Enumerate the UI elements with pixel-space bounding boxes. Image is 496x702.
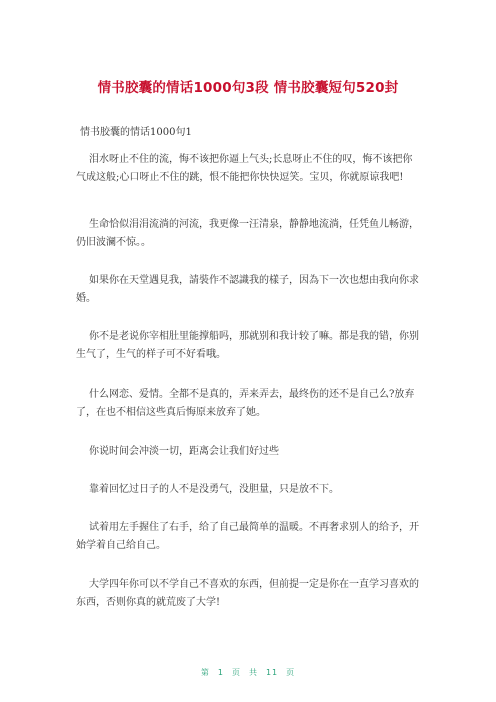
paragraph: 生命恰似涓涓流淌的河流，我更像一汪清泉，静静地流淌，任凭鱼儿畅游，仍旧波澜不惊。。 [76,219,419,248]
paragraph: 大学四年你可以不学自己不喜欢的东西，但前提一定是你在一直学习喜欢的东西，否则你真的就荒废了大学! [76,579,419,608]
total-label: 共 [248,668,258,677]
paragraph: 泪水呀止不住的流，悔不该把你逼上气头;长息呀止不住的叹，悔不该把你气成这般;心口呀止不住的跳，恨不能把你快快逗笑。宝贝，你就原谅我吧! [76,154,413,183]
paragraph: 靠着回忆过日子的人不是没勇气，没胆量，只是放不下。 [89,484,339,495]
page-unit: 页 [231,668,241,677]
total-unit: 页 [286,668,296,677]
page-footer [0,667,496,678]
paragraph: 你不是老说你宰相肚里能撑船吗，那就别和我计较了嘛。都是我的错，你别生气了，生气的样子可不好看哦。 [76,331,419,360]
paragraph: 试着用左手握住了右手，给了自己最简单的温暖。不再奢求别人的给予，开始学着自己给自己。 [76,522,419,551]
page-label: 第 [200,668,210,677]
page-number: 1 [217,668,224,677]
section-subtitle: 情书胶囊的情话1000句1 [80,127,192,138]
paragraph: 什么网恋、爱情。全都不是真的，弄来弄去，最终伤的还不是自己么?放弃了，在也不相信这些真后悔原来放弃了她。 [76,389,415,418]
document-title: 情书胶囊的情话1000句3段 情书胶囊短句520封 [97,80,399,96]
paragraph: 如果你在天堂遇見我，請裝作不認識我的樣子，因為下一次也想由我向你求婚。 [76,275,419,304]
paragraph: 你说时间会冲淡一切，距离会让我们好过些 [89,446,279,457]
total-pages: 11 [265,668,279,677]
